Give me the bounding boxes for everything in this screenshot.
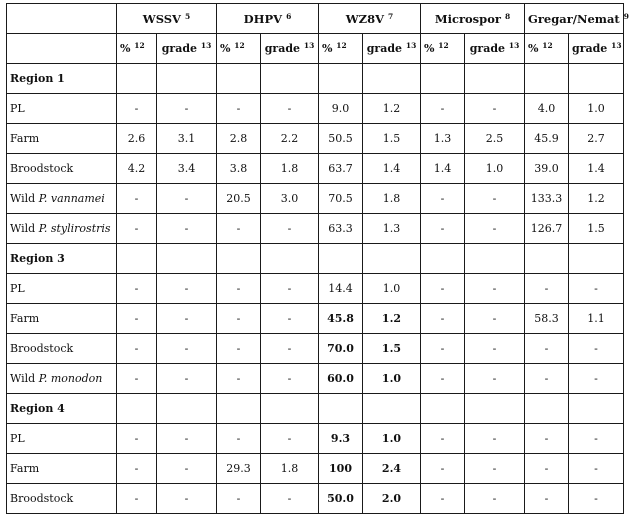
cell-grade: 1.1 (569, 304, 624, 334)
empty-cell (261, 394, 319, 424)
cell-grade: - (569, 454, 624, 484)
column-header-dhpv: DHPV $^6$ (217, 4, 319, 34)
document-page (6, 3, 629, 528)
row-label-prefix: Wild (10, 222, 39, 235)
region-label: Region 1 (7, 64, 117, 94)
table-row (7, 424, 624, 454)
empty-cell (569, 64, 624, 94)
cell-grade: 3.0 (261, 184, 319, 214)
row-label: PL (7, 94, 117, 124)
cell-grade: - (465, 94, 525, 124)
row-label: Farm (7, 124, 117, 154)
cell-grade: - (157, 214, 217, 244)
empty-cell (157, 244, 217, 274)
cell-grade: - (465, 364, 525, 394)
subheader-percent: % $^{12}$ (421, 34, 465, 64)
empty-cell (157, 394, 217, 424)
cell-percent: 14.4 (319, 274, 363, 304)
cell-grade: - (465, 454, 525, 484)
empty-cell (319, 244, 363, 274)
empty-cell (421, 64, 465, 94)
cell-grade: - (465, 424, 525, 454)
cell-grade: - (261, 304, 319, 334)
region-row (7, 244, 624, 274)
cell-grade: - (465, 214, 525, 244)
cell-percent: - (421, 94, 465, 124)
table-row (7, 214, 624, 244)
cell-percent: - (217, 364, 261, 394)
cell-percent: - (217, 424, 261, 454)
empty-cell (363, 244, 421, 274)
subheader-grade: grade $^{13}$ (157, 34, 217, 64)
empty-cell (319, 394, 363, 424)
empty-cell (217, 64, 261, 94)
cell-percent: - (217, 94, 261, 124)
cell-percent: - (525, 334, 569, 364)
empty-cell (421, 244, 465, 274)
cell-grade: - (157, 364, 217, 394)
cell-grade: 1.4 (363, 154, 421, 184)
species-name: P. stylirostris (38, 222, 111, 235)
cell-grade: - (569, 484, 624, 514)
cell-grade: - (261, 274, 319, 304)
cell-grade: 1.0 (363, 274, 421, 304)
cell-percent: - (217, 304, 261, 334)
cell-percent: 9.0 (319, 94, 363, 124)
cell-percent: 126.7 (525, 214, 569, 244)
empty-cell (117, 64, 157, 94)
cell-grade: - (465, 334, 525, 364)
empty-cell (217, 394, 261, 424)
empty-cell (117, 394, 157, 424)
cell-percent: 45.9 (525, 124, 569, 154)
cell-grade: 1.8 (261, 454, 319, 484)
cell-grade: 1.4 (569, 154, 624, 184)
cell-percent: - (117, 94, 157, 124)
cell-percent: - (117, 364, 157, 394)
cell-percent: - (117, 274, 157, 304)
empty-cell (465, 64, 525, 94)
cell-grade: - (569, 334, 624, 364)
empty-cell (363, 394, 421, 424)
cell-percent: - (421, 364, 465, 394)
row-label: Farm (7, 454, 117, 484)
cell-grade: - (261, 364, 319, 394)
cell-percent: - (117, 184, 157, 214)
cell-percent: - (421, 484, 465, 514)
empty-cell (569, 394, 624, 424)
cell-percent: 60.0 (319, 364, 363, 394)
region-label: Region 4 (7, 394, 117, 424)
cell-grade: - (569, 364, 624, 394)
table-row (7, 364, 624, 394)
cell-grade: 1.3 (363, 214, 421, 244)
cell-grade: 1.5 (569, 214, 624, 244)
cell-grade: 1.2 (363, 94, 421, 124)
cell-percent: 1.4 (421, 154, 465, 184)
cell-percent: - (217, 334, 261, 364)
column-group-header-row (7, 4, 624, 34)
table-row (7, 334, 624, 364)
row-label (7, 214, 117, 244)
table-row (7, 184, 624, 214)
cell-percent: - (117, 304, 157, 334)
cell-percent: 20.5 (217, 184, 261, 214)
cell-grade: 1.0 (363, 424, 421, 454)
cell-percent: - (117, 214, 157, 244)
cell-grade: - (465, 184, 525, 214)
cell-grade: - (157, 94, 217, 124)
row-label: Broodstock (7, 484, 117, 514)
cell-percent: 1.3 (421, 124, 465, 154)
cell-percent: - (117, 484, 157, 514)
empty-cell (465, 244, 525, 274)
cell-percent: 2.8 (217, 124, 261, 154)
cell-percent: - (421, 214, 465, 244)
cell-percent: - (525, 454, 569, 484)
cell-percent: 58.3 (525, 304, 569, 334)
cell-percent: 50.5 (319, 124, 363, 154)
cell-percent: - (117, 334, 157, 364)
empty-cell (117, 244, 157, 274)
cell-grade: 1.2 (569, 184, 624, 214)
cell-percent: 4.0 (525, 94, 569, 124)
cell-percent: 2.6 (117, 124, 157, 154)
subheader-percent: % $^{12}$ (525, 34, 569, 64)
empty-cell (157, 64, 217, 94)
cell-percent: - (525, 484, 569, 514)
table-row (7, 484, 624, 514)
cell-percent: - (117, 424, 157, 454)
empty-cell (421, 394, 465, 424)
species-name: P. vannamei (38, 192, 105, 205)
subheader-percent: % $^{12}$ (319, 34, 363, 64)
table-row (7, 154, 624, 184)
cell-percent: 29.3 (217, 454, 261, 484)
empty-cell (319, 64, 363, 94)
table-body (7, 64, 624, 514)
pathogen-prevalence-table (6, 3, 629, 514)
subheader-grade: grade $^{13}$ (465, 34, 525, 64)
cell-percent: 63.3 (319, 214, 363, 244)
cell-percent: 39.0 (525, 154, 569, 184)
cell-percent: 50.0 (319, 484, 363, 514)
species-name: P. monodon (38, 372, 103, 385)
cell-grade: 2.2 (261, 124, 319, 154)
cell-grade: 3.1 (157, 124, 217, 154)
subheader-percent: % $^{12}$ (217, 34, 261, 64)
cell-grade: - (157, 424, 217, 454)
cell-percent: - (421, 334, 465, 364)
region-label: Region 3 (7, 244, 117, 274)
column-header-wssv: WSSV $^5$ (117, 4, 217, 34)
cell-percent: 133.3 (525, 184, 569, 214)
cell-grade: - (261, 484, 319, 514)
cell-percent: - (421, 184, 465, 214)
corner-cell (7, 4, 117, 34)
cell-grade: - (157, 484, 217, 514)
table-row (7, 124, 624, 154)
cell-percent: 70.5 (319, 184, 363, 214)
cell-grade: 1.5 (363, 124, 421, 154)
cell-percent: 9.3 (319, 424, 363, 454)
cell-percent: - (217, 484, 261, 514)
empty-cell (465, 394, 525, 424)
row-label: PL (7, 274, 117, 304)
cell-grade: 2.7 (569, 124, 624, 154)
cell-percent: 63.7 (319, 154, 363, 184)
cell-percent: 100 (319, 454, 363, 484)
cell-percent: - (525, 364, 569, 394)
row-label: Farm (7, 304, 117, 334)
region-row (7, 394, 624, 424)
row-label (7, 184, 117, 214)
cell-grade: - (261, 424, 319, 454)
cell-grade: - (569, 424, 624, 454)
row-label: Broodstock (7, 154, 117, 184)
cell-grade: 1.8 (363, 184, 421, 214)
cell-grade: - (569, 274, 624, 304)
subheader-grade: grade $^{13}$ (569, 34, 624, 64)
cell-grade: - (157, 274, 217, 304)
row-label: PL (7, 424, 117, 454)
cell-grade: - (261, 214, 319, 244)
column-header-wz8v: WZ8V $^7$ (319, 4, 421, 34)
row-label: Broodstock (7, 334, 117, 364)
subheader-grade: grade $^{13}$ (261, 34, 319, 64)
cell-percent: - (217, 214, 261, 244)
cell-percent: 4.2 (117, 154, 157, 184)
corner-cell (7, 34, 117, 64)
cell-grade: - (157, 454, 217, 484)
cell-percent: 45.8 (319, 304, 363, 334)
empty-cell (525, 64, 569, 94)
empty-cell (261, 64, 319, 94)
cell-grade: 3.4 (157, 154, 217, 184)
cell-grade: - (261, 334, 319, 364)
empty-cell (363, 64, 421, 94)
cell-grade: - (465, 484, 525, 514)
empty-cell (525, 394, 569, 424)
empty-cell (261, 244, 319, 274)
cell-grade: 2.5 (465, 124, 525, 154)
cell-percent: - (421, 454, 465, 484)
cell-percent: - (217, 274, 261, 304)
cell-percent: - (421, 274, 465, 304)
column-header-gregar-nemat: Gregar/Nemat $^9$ (525, 4, 624, 34)
cell-grade: 1.0 (465, 154, 525, 184)
column-subheader-row (7, 34, 624, 64)
cell-grade: 1.8 (261, 154, 319, 184)
cell-grade: 2.0 (363, 484, 421, 514)
cell-percent: - (525, 274, 569, 304)
table-row (7, 94, 624, 124)
cell-grade: 1.5 (363, 334, 421, 364)
cell-grade: 1.0 (569, 94, 624, 124)
cell-percent: - (117, 454, 157, 484)
region-row (7, 64, 624, 94)
table-row (7, 304, 624, 334)
cell-grade: - (157, 304, 217, 334)
cell-percent: - (421, 304, 465, 334)
cell-grade: 1.0 (363, 364, 421, 394)
column-header-microspor: Microspor $^8$ (421, 4, 525, 34)
cell-grade: - (157, 334, 217, 364)
row-label-prefix: Wild (10, 372, 39, 385)
cell-grade: - (465, 304, 525, 334)
empty-cell (525, 244, 569, 274)
cell-grade: 1.2 (363, 304, 421, 334)
cell-grade: - (261, 94, 319, 124)
cell-grade: - (465, 274, 525, 304)
table-row (7, 274, 624, 304)
cell-grade: - (157, 184, 217, 214)
subheader-percent: % $^{12}$ (117, 34, 157, 64)
cell-percent: - (525, 424, 569, 454)
cell-percent: 3.8 (217, 154, 261, 184)
empty-cell (217, 244, 261, 274)
cell-percent: - (421, 424, 465, 454)
row-label-prefix: Wild (10, 192, 39, 205)
row-label (7, 364, 117, 394)
subheader-grade: grade $^{13}$ (363, 34, 421, 64)
table-row (7, 454, 624, 484)
cell-grade: 2.4 (363, 454, 421, 484)
empty-cell (569, 244, 624, 274)
cell-percent: 70.0 (319, 334, 363, 364)
